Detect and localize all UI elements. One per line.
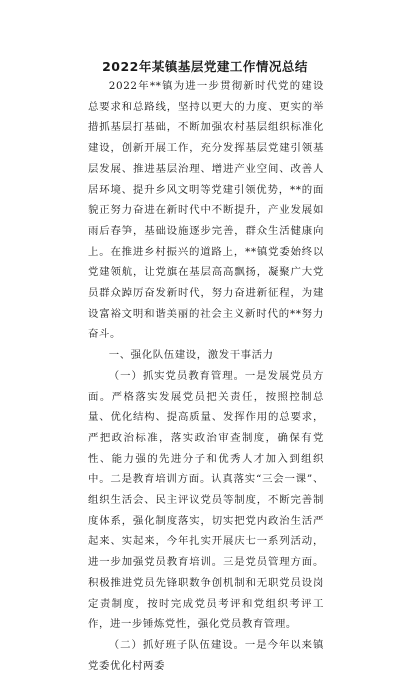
intro-paragraph: 2022年**镇为进一步贯彻新时代党的建设总要求和总路线，坚持以更大的力度、更实的举措抓基层打基础，不断加强农村基层组织标准化建设，创新开展工作，充分发挥基层党建引领基层发展、推进基层治理、增进产业空间、改善人居环境、提升乡风文明等党建引领优势，**的面貌正努力奋进在新时代中不断提升，产业发展如雨后春笋，基础设施逐步完善，群众生活健康向上。在推进乡村振兴的道路上，**镇党委始终以党建领航，让党旗在基层高高飘扬，凝聚广大党员群众踔厉奋发新时代，努力奋进新征程，为建设富裕文明和谐美丽的社会主义新时代的**努力奋斗。: [88, 80, 324, 341]
section-heading-1: 一、强化队伍建设，激发干事活力: [108, 349, 274, 362]
document-body: [88, 76, 324, 676]
body-paragraph-leadership-team: （二）抓好班子队伍建设。一是今年以来镇党委优化村两委: [88, 638, 324, 672]
body-paragraph-party-member-management: （一）抓实党员教育管理。一是发展党员方面。严格落实发展党员把关责任，按照控制总量、优化结构、提高质量、发挥作用的总要求，严把政治标准，落实政治审查制度，确保有党性、能力强的先进分子和优秀人才加入到组织中。二是教育培训方面。认真落实“三会一课”、组织生活会、民主评议党员等制度，不断完善制度体系，强化制度落实，切实把党内政治生活严起来、实起来，今年扎实开展庆七一系列活动，进一步加强党员教育培训。三是党员管理方面。积极推进党员先锋职数争创机制和无职党员设岗定责制度，按时完成党员考评和党组织考评工作，进一步锤炼党性，强化党员教育管理。: [88, 369, 324, 631]
document-title: 2022年某镇基层党建工作情况总结: [102, 59, 308, 74]
